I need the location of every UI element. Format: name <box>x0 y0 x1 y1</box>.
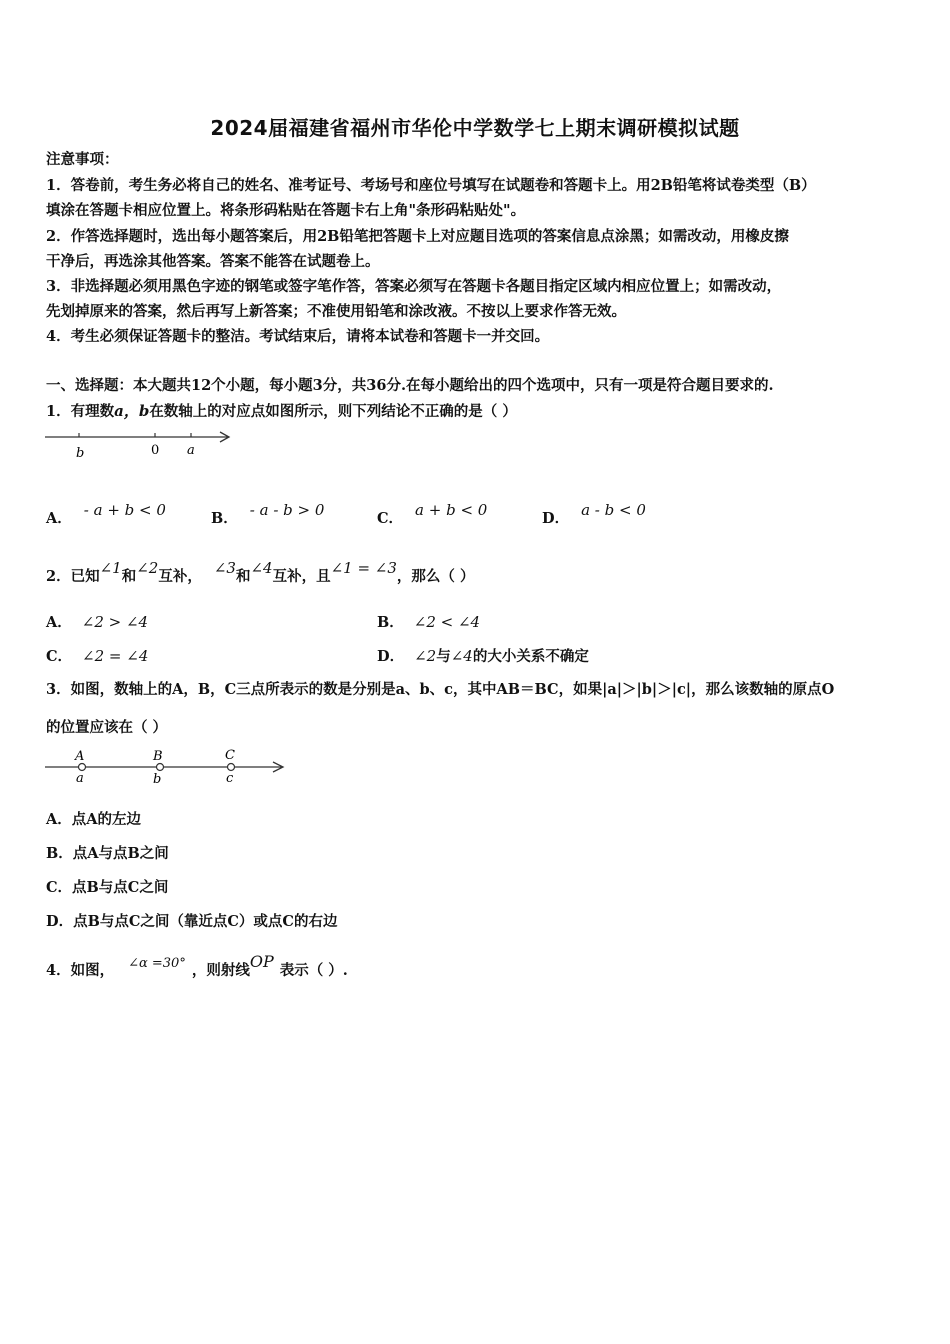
option-expr: ∠2 < ∠4 <box>413 613 481 631</box>
label-a: a <box>76 771 84 786</box>
q3-option-c[interactable]: C．点B与点C之间 <box>46 879 169 896</box>
q4-math: OP <box>249 952 274 971</box>
notice-line: 干净后，再选涂其他答案。答案不能答在试题卷上。 <box>46 253 380 270</box>
q2-text: 和 <box>235 568 251 585</box>
q2-text: ，那么（ ） <box>396 568 475 585</box>
point-b <box>157 764 164 771</box>
q2-option-a[interactable] <box>46 612 148 633</box>
q2-math: ∠1 <box>99 559 122 577</box>
notice-heading: 注意事项： <box>46 151 119 168</box>
q4-text: 4．如图， <box>46 962 115 979</box>
q3-option-d[interactable]: D．点B与点C之间（靠近点C）或点C的右边 <box>46 913 338 930</box>
notice-line: 先划掉原来的答案，然后再写上新答案；不准使用铅笔和涂改液。不按以上要求作答无效。 <box>46 303 626 320</box>
option-expr: a + b < 0 <box>415 501 488 519</box>
q1-stem-pre: 1．有理数 <box>46 403 115 420</box>
axis-label-b: b <box>76 446 85 461</box>
q1-option-d[interactable] <box>542 501 646 529</box>
point-a <box>79 764 86 771</box>
point-c <box>228 764 235 771</box>
option-label: A． <box>46 614 72 631</box>
label-A: A <box>75 749 85 764</box>
question-2-stem <box>46 559 916 587</box>
label-C: C <box>225 748 235 763</box>
q2-math: ∠4 <box>250 559 273 577</box>
q2-text: 和 <box>121 568 137 585</box>
axis-label-a: a <box>187 443 195 458</box>
option-expr: - a - b > 0 <box>249 501 325 519</box>
option-label: D． <box>377 648 405 665</box>
option-label: D． <box>542 510 570 527</box>
q2-math: ∠1 = ∠3 <box>330 559 397 577</box>
q1-option-a[interactable] <box>46 501 166 529</box>
notice-line: 4．考生必须保证答题卡的整洁。考试结束后，请将本试卷和答题卡一并交回。 <box>46 328 550 345</box>
q2-option-b[interactable] <box>377 612 480 633</box>
question-1-stem <box>46 401 916 422</box>
q2-text: 互补，且 <box>272 568 331 585</box>
q4-math: ∠α =30° <box>128 956 186 971</box>
q2-option-d[interactable] <box>377 646 589 667</box>
option-label: B． <box>211 510 238 527</box>
q2-math: ∠3 <box>213 559 236 577</box>
q2-text: 2．已知 <box>46 568 100 585</box>
section-heading: 一、选择题：本大题共12个小题，每小题3分，共36分.在每小题给出的四个选项中，只有一项是符合题目要求的. <box>46 377 774 394</box>
option-expr: a - b < 0 <box>581 501 646 519</box>
q2-math: ∠2 <box>136 559 159 577</box>
q1-stem-post: 在数轴上的对应点如图所示，则下列结论不正确的是（ ） <box>149 403 517 420</box>
option-label: A． <box>46 510 72 527</box>
option-label: C． <box>377 510 404 527</box>
q4-text: 表示（ ）. <box>279 962 348 979</box>
option-expr: ∠4 <box>450 647 473 665</box>
option-expr: - a + b < 0 <box>83 501 166 519</box>
label-c: c <box>226 771 234 786</box>
notice-line: 3．非选择题必须用黑色字迹的钢笔或签字笔作答，答案必须写在答题卡各题目指定区域内相应位置上；如需改动， <box>46 278 782 295</box>
notice-line: 填涂在答题卡相应位置上。将条形码粘贴在答题卡右上角"条形码粘贴处"。 <box>46 202 526 219</box>
q1-option-b[interactable] <box>211 501 325 529</box>
option-expr: ∠2 > ∠4 <box>81 613 149 631</box>
axis-label-0: 0 <box>151 443 160 458</box>
question-3-stem-cont: 的位置应该在（ ） <box>46 719 168 736</box>
option-label: C． <box>46 648 73 665</box>
label-b: b <box>153 772 162 787</box>
q2-text: 互补， <box>158 568 202 585</box>
q3-option-b[interactable]: B．点A与点B之间 <box>46 845 169 862</box>
label-B: B <box>153 749 163 764</box>
question-4-stem <box>46 952 916 982</box>
option-text: 与 <box>436 648 451 665</box>
option-text: 的大小关系不确定 <box>472 648 589 665</box>
q3-option-a[interactable]: A．点A的左边 <box>46 811 142 828</box>
notice-line: 1．答卷前，考生务必将自己的姓名、准考证号、考场号和座位号填写在试题卷和答题卡上。用2B铅笔将试卷类型（B） <box>46 177 816 194</box>
q1-vars: a，b <box>114 402 150 420</box>
option-label: B． <box>377 614 404 631</box>
question-3-stem: 3．如图，数轴上的A，B，C三点所表示的数是分别是a、b、c，其中AB＝BC，如果|a|＞|b|＞|c|，那么该数轴的原点O <box>46 681 835 698</box>
q1-option-c[interactable] <box>377 501 488 529</box>
page-title: 2024届福建省福州市华伦中学数学七上期末调研模拟试题 <box>210 116 740 140</box>
q1-number-line <box>40 426 240 462</box>
option-expr: ∠2 <box>414 647 437 665</box>
q4-text: ，则射线 <box>191 962 250 979</box>
q2-option-c[interactable] <box>46 646 148 667</box>
option-expr: ∠2 = ∠4 <box>82 647 149 665</box>
q3-number-line <box>40 744 290 788</box>
notice-line: 2．作答选择题时，选出每小题答案后，用2B铅笔把答题卡上对应题目选项的答案信息点涂黑；如需改动，用橡皮擦 <box>46 228 789 245</box>
